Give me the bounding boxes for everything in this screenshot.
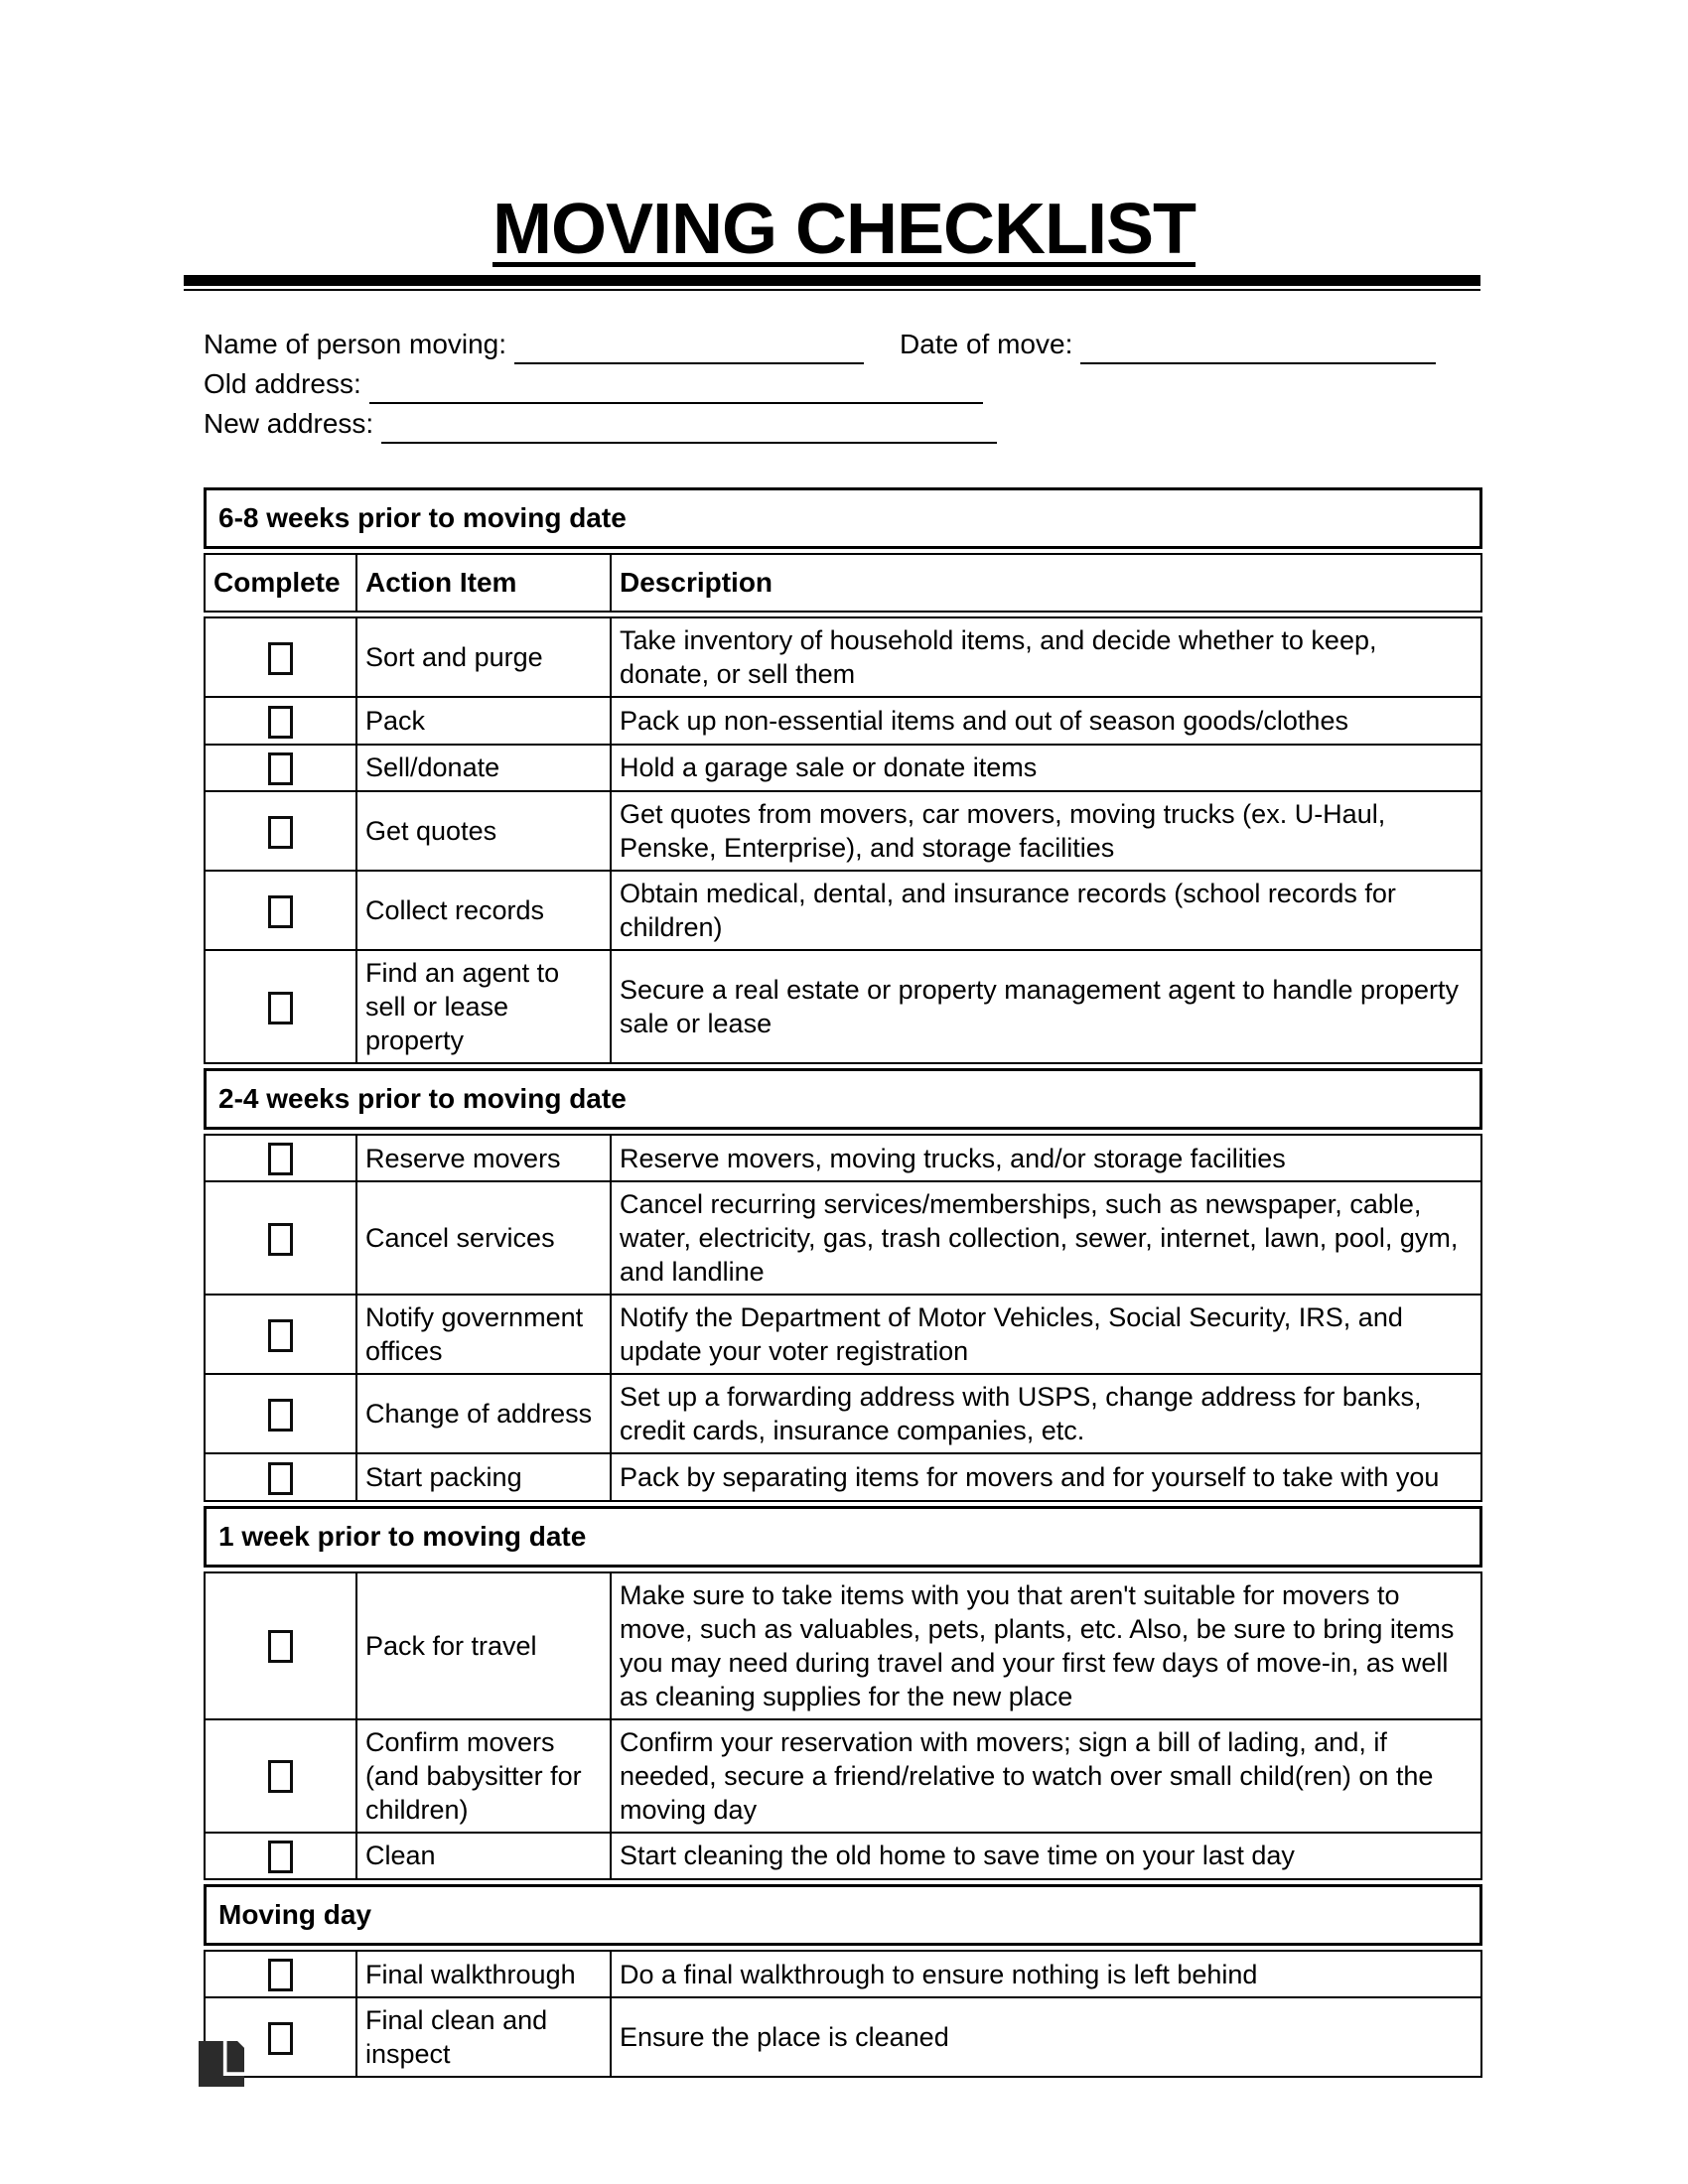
action-item-cell: Find an agent to sell or lease property bbox=[356, 950, 611, 1063]
complete-cell bbox=[205, 950, 356, 1063]
action-item-cell: Pack for travel bbox=[356, 1572, 611, 1719]
old-address-label: Old address: bbox=[204, 368, 361, 400]
complete-cell bbox=[205, 745, 356, 791]
complete-cell bbox=[205, 1719, 356, 1833]
complete-cell bbox=[205, 1951, 356, 1997]
table-row bbox=[205, 871, 1481, 950]
complete-checkbox[interactable] bbox=[268, 992, 293, 1024]
complete-checkbox[interactable] bbox=[268, 1630, 293, 1663]
table-row bbox=[205, 1951, 1481, 1997]
description-cell: Hold a garage sale or donate items bbox=[611, 745, 1481, 791]
old-address-line bbox=[204, 364, 1482, 404]
action-item-cell: Clean bbox=[356, 1833, 611, 1879]
table-row bbox=[205, 697, 1481, 744]
date-of-move-field[interactable] bbox=[1080, 333, 1436, 364]
section-rows-moving-day bbox=[204, 1950, 1482, 2078]
complete-checkbox[interactable] bbox=[268, 1462, 293, 1495]
complete-checkbox[interactable] bbox=[268, 1760, 293, 1793]
column-header-complete: Complete bbox=[205, 554, 356, 612]
description-cell: Start cleaning the old home to save time on your last day bbox=[611, 1833, 1481, 1879]
section-heading-1-week: 1 week prior to moving date bbox=[204, 1506, 1482, 1568]
table-row bbox=[205, 1181, 1481, 1295]
description-cell: Ensure the place is cleaned bbox=[611, 1997, 1481, 2077]
table-row bbox=[205, 1135, 1481, 1181]
name-of-person-label: Name of person moving: bbox=[204, 329, 507, 360]
description-cell: Notify the Department of Motor Vehicles, Social Security, IRS, and update your voter registration bbox=[611, 1295, 1481, 1374]
action-item-cell: Final clean and inspect bbox=[356, 1997, 611, 2077]
table-row bbox=[205, 791, 1481, 871]
description-cell: Confirm your reservation with movers; sign a bill of lading, and, if needed, secure a friend/relative to watch over small child(ren) on the moving day bbox=[611, 1719, 1481, 1833]
table-row bbox=[205, 1295, 1481, 1374]
table-row bbox=[205, 745, 1481, 791]
complete-checkbox[interactable] bbox=[268, 1143, 293, 1175]
section-heading-6-8-weeks: 6-8 weeks prior to moving date bbox=[204, 487, 1482, 549]
action-item-cell: Confirm movers (and babysitter for children) bbox=[356, 1719, 611, 1833]
column-header-description: Description bbox=[611, 554, 1481, 612]
new-address-label: New address: bbox=[204, 408, 374, 440]
action-item-cell: Notify government offices bbox=[356, 1295, 611, 1374]
table-row bbox=[205, 1453, 1481, 1500]
complete-cell bbox=[205, 791, 356, 871]
title-rule bbox=[184, 275, 1480, 291]
complete-cell bbox=[205, 697, 356, 744]
complete-checkbox[interactable] bbox=[268, 1319, 293, 1352]
page-title bbox=[0, 0, 1688, 269]
section-heading-2-4-weeks: 2-4 weeks prior to moving date bbox=[204, 1068, 1482, 1130]
table-row bbox=[205, 617, 1481, 697]
complete-checkbox[interactable] bbox=[268, 816, 293, 849]
section-rows-1-week bbox=[204, 1571, 1482, 1880]
complete-checkbox[interactable] bbox=[268, 706, 293, 739]
complete-checkbox[interactable] bbox=[268, 642, 293, 675]
section-rows-2-4-weeks bbox=[204, 1134, 1482, 1502]
complete-cell bbox=[205, 871, 356, 950]
table-row bbox=[205, 1997, 1481, 2077]
new-address-field[interactable] bbox=[381, 412, 997, 444]
legal-templates-logo bbox=[199, 2041, 244, 2087]
old-address-field[interactable] bbox=[369, 372, 983, 404]
complete-cell bbox=[205, 1374, 356, 1453]
description-cell: Obtain medical, dental, and insurance records (school records for children) bbox=[611, 871, 1481, 950]
action-item-cell: Final walkthrough bbox=[356, 1951, 611, 1997]
action-item-cell: Reserve movers bbox=[356, 1135, 611, 1181]
table-row bbox=[205, 950, 1481, 1063]
complete-checkbox[interactable] bbox=[268, 2022, 293, 2055]
name-date-line bbox=[204, 325, 1482, 364]
complete-checkbox[interactable] bbox=[268, 1959, 293, 1991]
complete-cell bbox=[205, 1135, 356, 1181]
description-cell: Secure a real estate or property management agent to handle property sale or lease bbox=[611, 950, 1481, 1063]
action-item-cell: Sell/donate bbox=[356, 745, 611, 791]
complete-checkbox[interactable] bbox=[268, 1841, 293, 1873]
action-item-cell: Start packing bbox=[356, 1453, 611, 1500]
description-cell: Do a final walkthrough to ensure nothing is left behind bbox=[611, 1951, 1481, 1997]
table-row bbox=[205, 1833, 1481, 1879]
section-rows-6-8-weeks bbox=[204, 616, 1482, 1064]
complete-checkbox[interactable] bbox=[268, 1399, 293, 1432]
complete-checkbox[interactable] bbox=[268, 1223, 293, 1256]
complete-cell bbox=[205, 1181, 356, 1295]
complete-cell bbox=[205, 1833, 356, 1879]
complete-checkbox[interactable] bbox=[268, 752, 293, 785]
action-item-cell: Collect records bbox=[356, 871, 611, 950]
move-info-form bbox=[204, 325, 1482, 444]
description-cell: Pack by separating items for movers and for yourself to take with you bbox=[611, 1453, 1481, 1500]
complete-cell bbox=[205, 1295, 356, 1374]
name-of-person-field[interactable] bbox=[514, 333, 864, 364]
column-header-action-item: Action Item bbox=[356, 554, 611, 612]
description-cell: Set up a forwarding address with USPS, change address for banks, credit cards, insurance companies, etc. bbox=[611, 1374, 1481, 1453]
action-item-cell: Cancel services bbox=[356, 1181, 611, 1295]
description-cell: Get quotes from movers, car movers, moving trucks (ex. U-Haul, Penske, Enterprise), and storage facilities bbox=[611, 791, 1481, 871]
column-header-row bbox=[204, 553, 1482, 613]
date-of-move-label: Date of move: bbox=[900, 329, 1073, 360]
table-row bbox=[205, 1572, 1481, 1719]
complete-cell bbox=[205, 1453, 356, 1500]
description-cell: Take inventory of household items, and decide whether to keep, donate, or sell them bbox=[611, 617, 1481, 697]
legal-templates-logo-icon bbox=[199, 2041, 244, 2087]
moving-checklist-table bbox=[204, 487, 1482, 2078]
description-cell: Reserve movers, moving trucks, and/or storage facilities bbox=[611, 1135, 1481, 1181]
new-address-line bbox=[204, 404, 1482, 444]
action-item-cell: Get quotes bbox=[356, 791, 611, 871]
action-item-cell: Pack bbox=[356, 697, 611, 744]
table-row bbox=[205, 1719, 1481, 1833]
section-heading-moving-day: Moving day bbox=[204, 1884, 1482, 1946]
complete-checkbox[interactable] bbox=[268, 895, 293, 928]
page-title-text: MOVING CHECKLIST bbox=[492, 190, 1196, 269]
complete-cell bbox=[205, 617, 356, 697]
description-cell: Cancel recurring services/memberships, such as newspaper, cable, water, electricity, gas, trash collection, sewer, internet, lawn, pool, gym, and landline bbox=[611, 1181, 1481, 1295]
table-row bbox=[205, 1374, 1481, 1453]
action-item-cell: Change of address bbox=[356, 1374, 611, 1453]
description-cell: Pack up non-essential items and out of season goods/clothes bbox=[611, 697, 1481, 744]
complete-cell bbox=[205, 1572, 356, 1719]
description-cell: Make sure to take items with you that aren't suitable for movers to move, such as valuables, pets, plants, etc. Also, be sure to bring items you may need during travel and your first few days of move-in, as well as cleaning supplies for the new place bbox=[611, 1572, 1481, 1719]
action-item-cell: Sort and purge bbox=[356, 617, 611, 697]
